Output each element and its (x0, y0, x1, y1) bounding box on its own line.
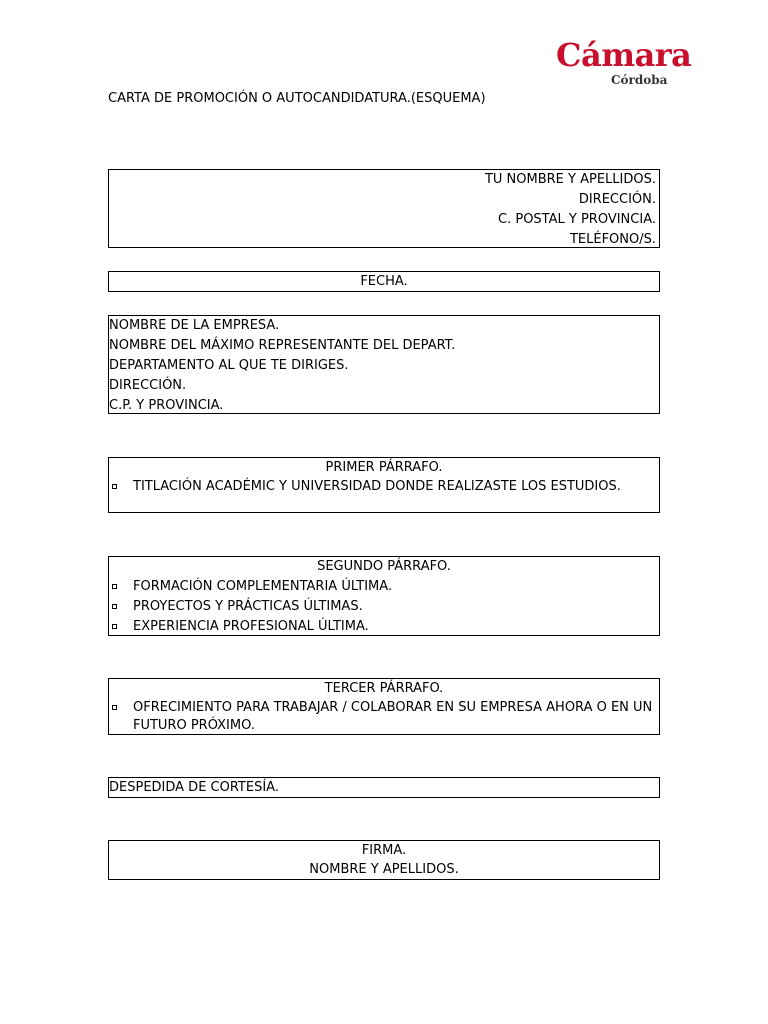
logo-city: Córdoba (611, 73, 668, 87)
date-label: FECHA. (360, 274, 408, 289)
sender-block (108, 169, 660, 248)
signature-name: NOMBRE Y APELLIDOS. (309, 862, 459, 877)
list-item (109, 617, 659, 637)
checkbox-bullet-icon (112, 705, 117, 710)
signature-label: FIRMA. (361, 843, 407, 858)
camara-logo (556, 36, 706, 90)
recipient-company: NOMBRE DE LA EMPRESA. (109, 318, 280, 333)
list-item-text: EXPERIENCIA PROFESIONAL ÚLTIMA. (133, 619, 369, 634)
paragraph1-block (108, 457, 660, 513)
paragraph2-block (108, 556, 660, 636)
paragraph3-block (108, 678, 660, 735)
sender-name: TU NOMBRE Y APELLIDOS. (484, 172, 656, 187)
recipient-block (108, 315, 660, 414)
checkbox-bullet-icon (112, 484, 117, 489)
recipient-department: DEPARTAMENTO AL QUE TE DIRIGES. (109, 358, 349, 373)
signature-block (108, 840, 660, 880)
paragraph3-heading: TERCER PÁRRAFO. (324, 681, 444, 696)
recipient-representative: NOMBRE DEL MÁXIMO REPRESENTANTE DEL DEPART. (109, 338, 456, 353)
checkbox-bullet-icon (112, 604, 117, 609)
sender-phone: TELÉFONO/S. (569, 232, 656, 247)
paragraph1-heading: PRIMER PÁRRAFO. (325, 460, 443, 475)
closing-block (108, 777, 660, 798)
date-block (108, 271, 660, 292)
sender-postal: C. POSTAL Y PROVINCIA. (498, 212, 656, 227)
paragraph2-heading: SEGUNDO PÁRRAFO. (317, 559, 451, 574)
checkbox-bullet-icon (112, 584, 117, 589)
list-item-text: PROYECTOS Y PRÁCTICAS ÚLTIMAS. (133, 599, 363, 614)
page-title: CARTA DE PROMOCIÓN O AUTOCANDIDATURA.(ESQUEMA) (108, 91, 486, 106)
sender-address: DIRECCIÓN. (578, 192, 656, 207)
list-item (109, 597, 659, 617)
list-item-text: OFRECIMIENTO PARA TRABAJAR / COLABORAR EN SU EMPRESA AHORA O EN UN FUTURO PRÓXIMO. (133, 700, 653, 733)
logo-brand: Cámara (556, 36, 692, 74)
list-item (109, 699, 659, 735)
recipient-address: DIRECCIÓN. (109, 378, 187, 393)
list-item (109, 478, 659, 496)
list-item (109, 577, 659, 597)
list-item-text: FORMACIÓN COMPLEMENTARIA ÚLTIMA. (133, 579, 393, 594)
closing-text: DESPEDIDA DE CORTESÍA. (109, 780, 279, 795)
list-item-text: TITLACIÓN ACADÉMIC Y UNIVERSIDAD DONDE REALIZASTE LOS ESTUDIOS. (133, 479, 621, 494)
checkbox-bullet-icon (112, 624, 117, 629)
recipient-postal: C.P. Y PROVINCIA. (109, 398, 224, 413)
